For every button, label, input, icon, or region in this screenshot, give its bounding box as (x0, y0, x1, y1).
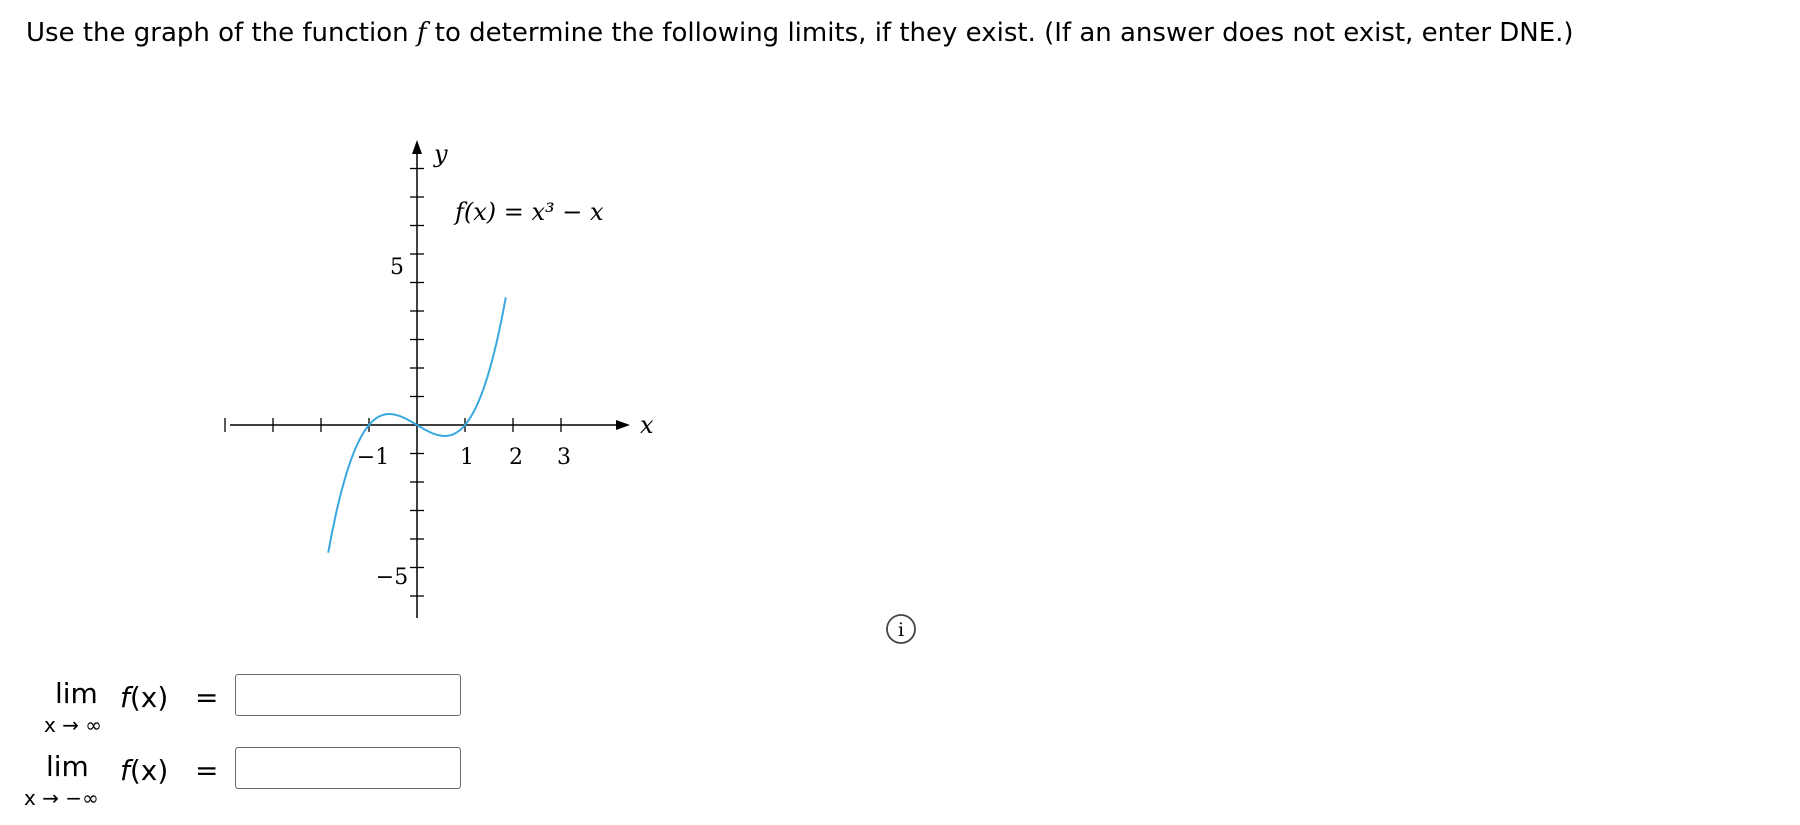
info-icon[interactable] (885, 613, 917, 645)
y-axis-label: y (434, 140, 448, 168)
lim-function-arg: (x) (129, 681, 169, 714)
y-tick-label: −5 (375, 565, 409, 590)
limit-row-pos-inf (0, 672, 500, 752)
lim-function-name: f (120, 754, 130, 787)
function-label: f(x) = x³ − x (455, 198, 604, 226)
svg-text:i: i (897, 619, 905, 641)
limit-pos-inf-input[interactable] (235, 674, 461, 716)
x-tick-label: 2 (509, 445, 523, 470)
y-tick-label: 5 (390, 255, 404, 280)
limit-row-neg-inf (0, 745, 500, 825)
lim-label: lim (55, 677, 98, 710)
instruction-text (26, 16, 1574, 50)
x-axis-label: x (640, 411, 654, 439)
y-axis-arrow (412, 140, 422, 154)
x-tick-label: 1 (460, 445, 474, 470)
equals-sign: = (195, 754, 219, 787)
x-tick-label: 3 (557, 445, 571, 470)
function-name: f (416, 18, 427, 48)
lim-label: lim (46, 750, 89, 783)
lim-subscript: x → −∞ (24, 786, 99, 810)
instruction-part: Use the graph of the function (26, 18, 417, 48)
equals-sign: = (195, 681, 219, 714)
lim-function (120, 755, 168, 787)
lim-function-arg: (x) (129, 754, 169, 787)
x-tick-label: −1 (356, 445, 390, 470)
lim-function (120, 682, 168, 714)
function-graph (210, 120, 680, 620)
instruction-part: to determine the following limits, if they exist. (If an answer does not exist, enter DNE.) (426, 18, 1574, 48)
lim-subscript: x → ∞ (44, 713, 102, 737)
limit-neg-inf-input[interactable] (235, 747, 461, 789)
lim-function-name: f (120, 681, 130, 714)
x-axis-arrow (616, 420, 630, 430)
